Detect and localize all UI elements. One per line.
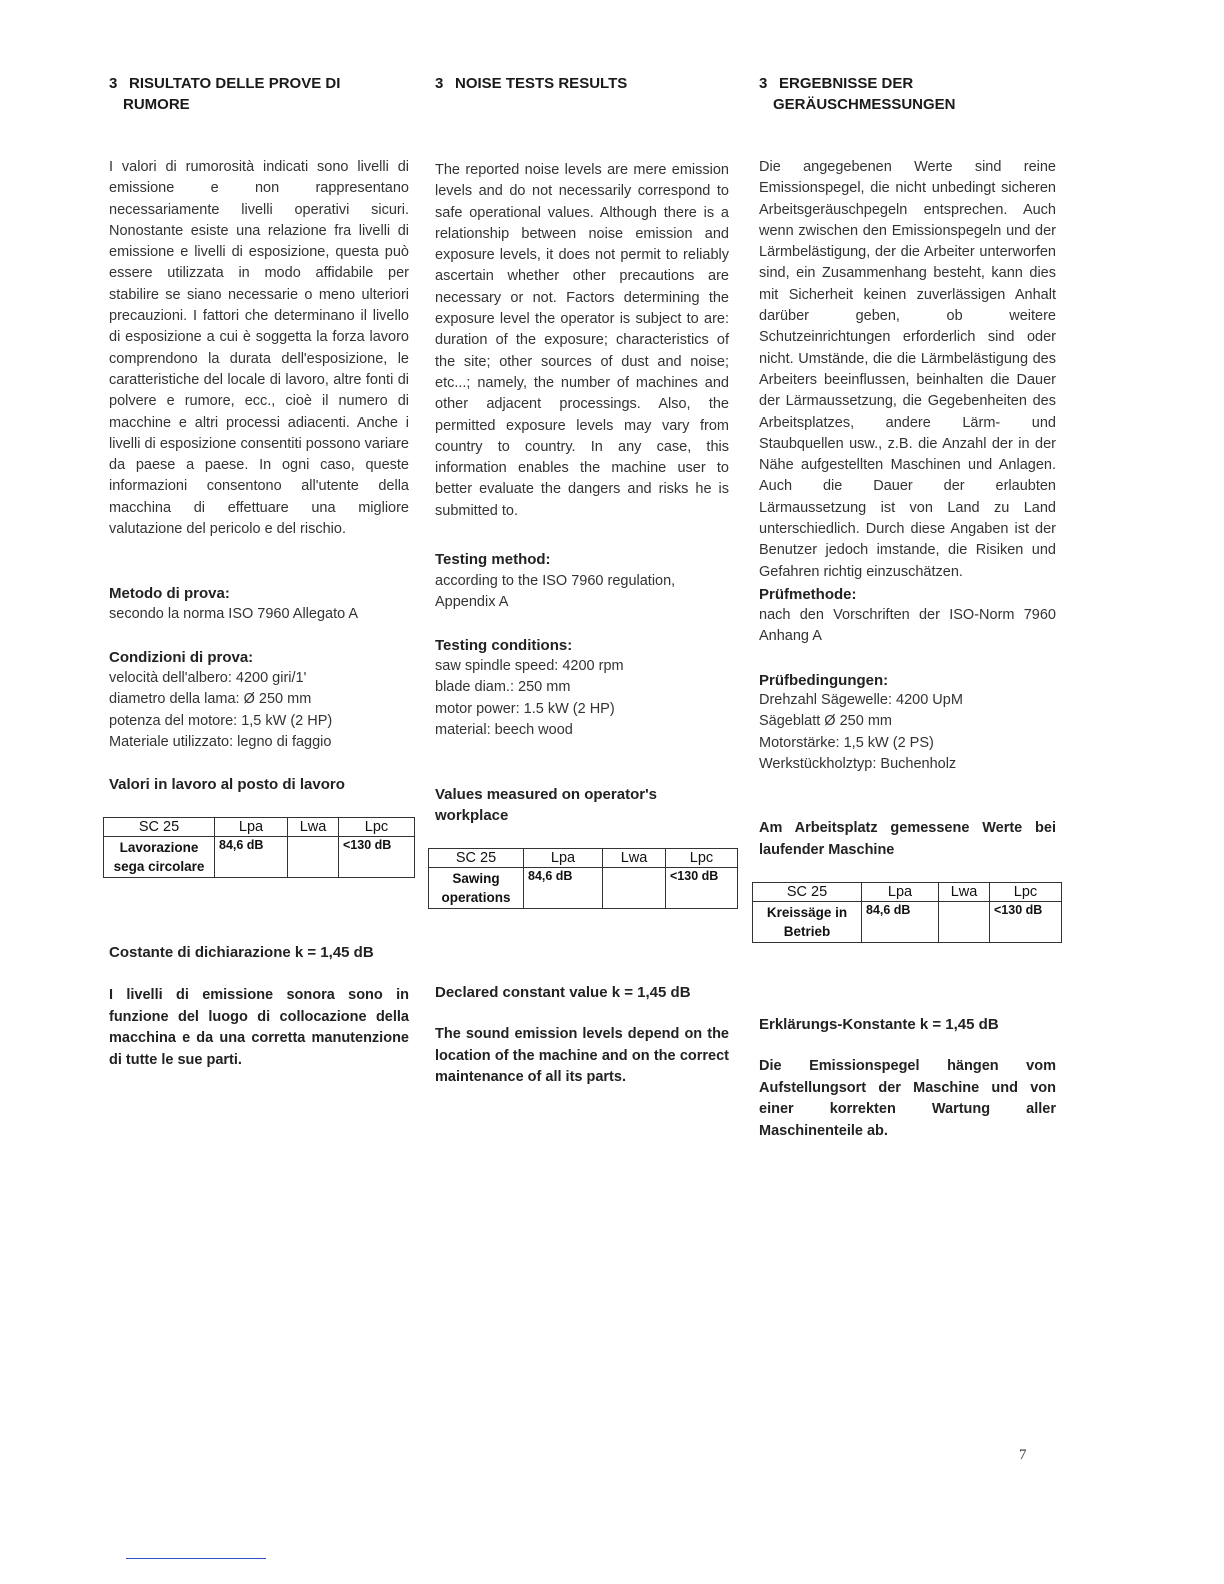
section-heading-italian: [109, 73, 340, 115]
table-header: Lpc: [990, 883, 1062, 902]
intro-paragraph-english: The reported noise levels are mere emission levels and do not necessarily correspond to safe operational values. Although there is a relationship between noise emission and exposure levels, it does not permit to reliably ascertain whether other precautions are necessary or not. Factors determining the exposure level the operator is subject to are: duration of the exposure; characteristics of the site; other sources of dust and noise; etc...; namely, the number of machines and other adjacent processings. Also, the permitted exposure levels may vary from country to country. In any case, this information enables the machine user to better evaluate the dangers and risks he is submitted to.: [435, 162, 729, 519]
condition-item: diametro della lama: Ø 250 mm: [109, 691, 312, 708]
table-cell-lwa: [603, 868, 666, 909]
table-header: Lpa: [862, 883, 939, 902]
table-header: Lpc: [339, 818, 415, 837]
table-cell-lpa: 84,6 dB: [524, 868, 603, 909]
table-cell-lpa: 84,6 dB: [215, 837, 288, 878]
condition-item: potenza del motore: 1,5 kW (2 HP): [109, 712, 333, 729]
table-cell-lwa: [288, 837, 339, 878]
conditions-list-english: [435, 656, 624, 741]
closing-paragraph-italian: I livelli di emissione sonora sono in funzione del luogo di collocazione della macchina e da una corretta manutenzione di tutte le sue parti.: [109, 987, 409, 1068]
closing-paragraph-german: Die Emissionspegel hängen vom Aufstellungsort der Maschine und von einer korrekten Wartung aller Maschinenteile ab.: [759, 1058, 1056, 1139]
method-line: according to the ISO 7960 regulation,: [435, 573, 676, 589]
closing-paragraph-english: The sound emission levels depend on the location of the machine and on the correct maintenance of all its parts.: [435, 1026, 729, 1085]
method-line: Appendix A: [435, 594, 509, 611]
condition-item: blade diam.: 250 mm: [435, 679, 571, 696]
heading-line-1: NOISE TESTS RESULTS: [455, 75, 628, 92]
noise-table-german: [752, 882, 1062, 943]
section-number: 3: [109, 75, 118, 92]
condition-item: Materiale utilizzato: legno di faggio: [109, 733, 332, 750]
table-cell-lwa: [939, 902, 990, 943]
section-heading-english: [435, 73, 627, 94]
condition-item: saw spindle speed: 4200 rpm: [435, 658, 624, 674]
method-text-italian: secondo la norma ISO 7960 Allegato A: [109, 606, 359, 622]
values-title-english: Values measured on operator's workplace: [435, 786, 657, 824]
table-header: Lwa: [603, 849, 666, 868]
noise-table-italian: [103, 817, 415, 878]
condition-item: Motorstärke: 1,5 kW (2 PS): [759, 734, 934, 751]
condition-item: Werkstückholztyp: Buchenholz: [759, 755, 957, 772]
condition-item: motor power: 1.5 kW (2 HP): [435, 700, 615, 717]
table-row-label: Lavorazione sega circolare: [104, 837, 215, 878]
conditions-title-german: Prüfbedingungen:: [759, 672, 889, 689]
table-cell-lpc: <130 dB: [666, 868, 738, 909]
table-row: [429, 868, 738, 909]
table-header: Lwa: [288, 818, 339, 837]
footnote-divider: [126, 1558, 266, 1559]
condition-item: velocità dell'albero: 4200 giri/1': [109, 670, 307, 686]
section-heading-german: [759, 73, 956, 115]
method-title-german: Prüfmethode:: [759, 586, 857, 603]
table-row-label: Sawing operations: [429, 868, 524, 909]
declared-constant-english: Declared constant value k = 1,45 dB: [435, 984, 691, 1001]
table-header: Lpa: [524, 849, 603, 868]
heading-line-1: ERGEBNISSE DER: [779, 75, 914, 92]
declared-constant-italian: Costante di dichiarazione k = 1,45 dB: [109, 944, 374, 961]
table-header: Lpa: [215, 818, 288, 837]
declared-constant-german: Erklärungs-Konstante k = 1,45 dB: [759, 1016, 999, 1033]
section-number: 3: [435, 75, 444, 92]
heading-line-1: RISULTATO DELLE PROVE DI: [129, 75, 341, 92]
table-cell-lpa: 84,6 dB: [862, 902, 939, 943]
heading-line-2: RUMORE: [123, 96, 190, 113]
condition-item: Drehzahl Sägewelle: 4200 UpM: [759, 692, 963, 708]
method-text-german: nach den Vorschriften der ISO-Norm 7960 Anhang A: [759, 607, 1056, 645]
method-text-english: [435, 571, 675, 614]
table-row-label: Kreissäge in Betrieb: [753, 902, 862, 943]
conditions-list-german: [759, 690, 963, 775]
table-header-row: [753, 883, 1062, 902]
table-header-row: [104, 818, 415, 837]
table-header: Lpc: [666, 849, 738, 868]
conditions-title-italian: Condizioni di prova:: [109, 649, 254, 666]
table-row: [104, 837, 415, 878]
table-header: SC 25: [753, 883, 862, 902]
table-header-row: [429, 849, 738, 868]
table-header: SC 25: [429, 849, 524, 868]
table-header: SC 25: [104, 818, 215, 837]
condition-item: Sägeblatt Ø 250 mm: [759, 713, 892, 730]
conditions-list-italian: [109, 668, 332, 753]
noise-table-english: [428, 848, 738, 909]
condition-item: material: beech wood: [435, 721, 573, 738]
table-cell-lpc: <130 dB: [990, 902, 1062, 943]
conditions-title-english: Testing conditions:: [435, 637, 573, 654]
method-title-italian: Metodo di prova:: [109, 585, 230, 602]
intro-paragraph-italian: I valori di rumorosità indicati sono livelli di emissione e non rappresentano necessariamente livelli operativi sicuri. Nonostante esiste una relazione fra livelli di emissione e livelli di esposizione, questa può essere utilizzata in modo affidabile per stabilire se siano necessarie o meno ulteriori precauzioni. I fattori che determinano il livello di esposizione a cui è soggetta la forza lavoro comprendono la durata dell'esposizione, le caratteristiche del locale di lavoro, altre fonti di polvere e rumore, ecc., cioè il numero di macchine e altri processi adiacenti. Anche i livelli di esposizione consentiti possono variare da paese a paese. In ogni caso, queste informazioni consentono all'utente della macchina di effettuare una migliore valutazione del pericolo e del rischio.: [109, 159, 409, 538]
table-cell-lpc: <130 dB: [339, 837, 415, 878]
intro-paragraph-german: Die angegebenen Werte sind reine Emissionspegel, die nicht unbedingt sicheren Arbeitsgeräuschpegeln entsprechen. Auch wenn zwischen den Emissionspegeln und der Lärmbelästigung, der die Arbeiter unterworfen sind, ein Zusammenhang besteht, kann dies mit Sicherheit keinen zuverlässigen Anhalt darüber geben, ob weitere Schutzeinrichtungen erforderlich sind oder nicht. Umstände, die die Lärmbelästigung des Arbeiters beeinflussen, beinhalten die Dauer der Lärmaussetzung, die Gegebenheiten des Arbeitsplatzes, andere Lärm- und Staubquellen usw., z.B. die Anzahl der in der Nähe aufgestellten Maschinen und Anlagen. Auch die Dauer der erlaubten Lärmaussetzung ist von Land zu Land unterschiedlich. Durch diese Angaben ist der Benutzer jedoch imstande, die Risiken und Gefahren richtig einzuschätzen.: [759, 159, 1056, 580]
values-title-german: Am Arbeitsplatz gemessene Werte bei laufender Maschine: [759, 820, 1056, 858]
page-number: 7: [1019, 1447, 1027, 1463]
section-number: 3: [759, 75, 768, 92]
heading-line-2: GERÄUSCHMESSUNGEN: [773, 96, 956, 113]
table-header: Lwa: [939, 883, 990, 902]
table-row: [753, 902, 1062, 943]
values-title-italian: Valori in lavoro al posto di lavoro: [109, 776, 345, 793]
method-title-english: Testing method:: [435, 551, 551, 568]
